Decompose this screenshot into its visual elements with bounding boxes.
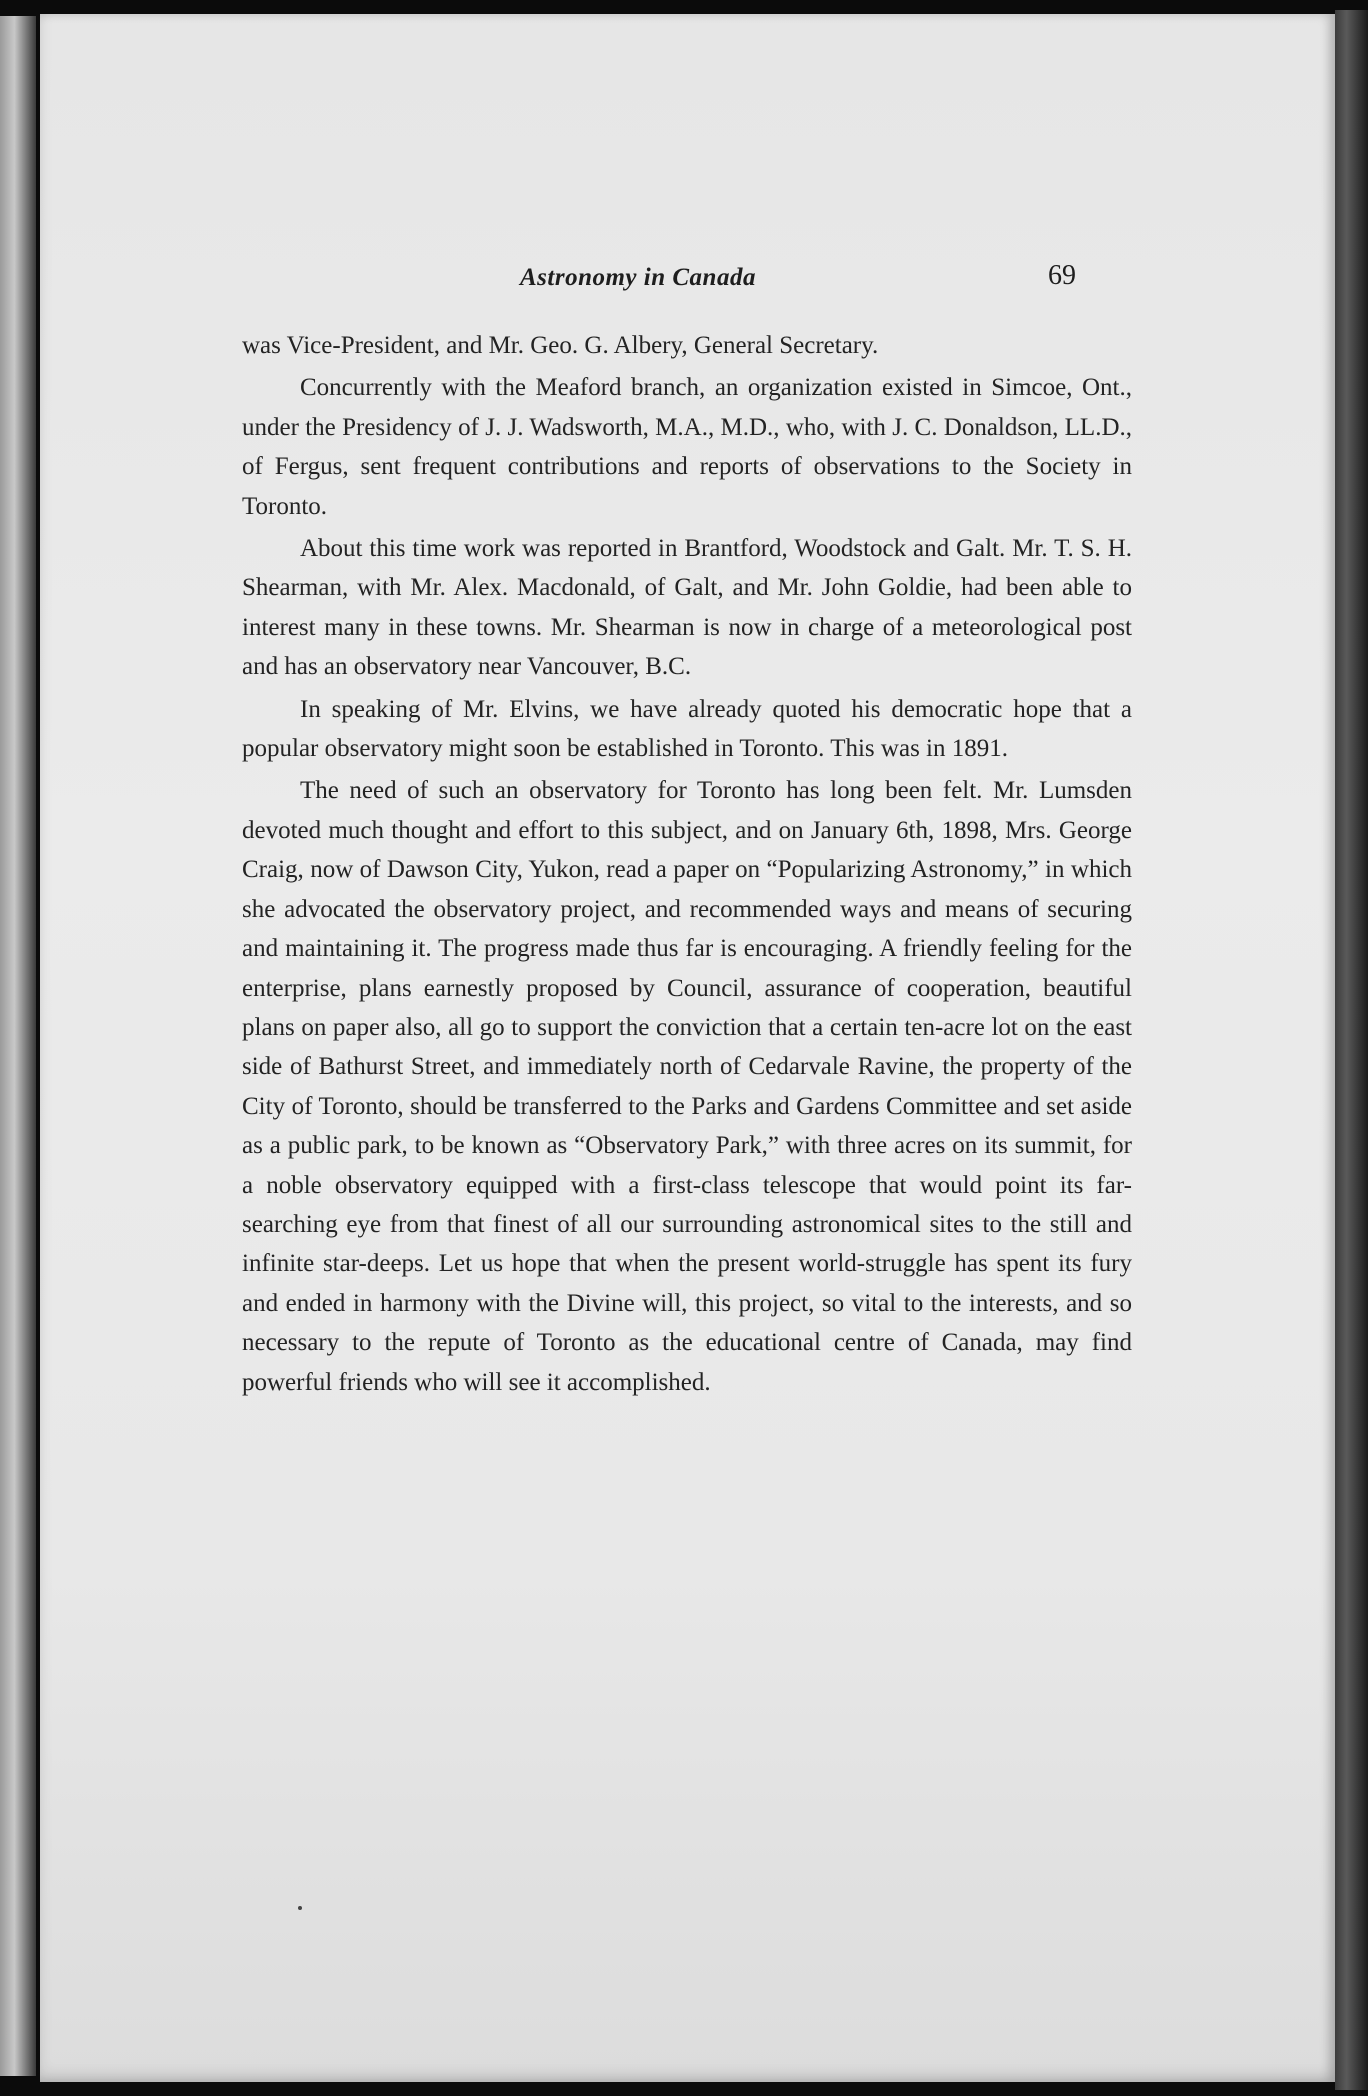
page-number: 69 bbox=[1048, 260, 1076, 291]
running-head: Astronomy in Canada bbox=[520, 264, 756, 291]
page-header bbox=[40, 258, 1335, 298]
paragraph: About this time work was reported in Brantford, Woodstock and Galt. Mr. T. S. H. Shearman, with Mr. Alex. Macdonald, of Galt, and Mr. John Goldie, had been able to interest many in these towns. Mr. Shearman is now in charge of a meteorological post and has an observatory near Vancouver, B.C. bbox=[242, 535, 1132, 681]
paragraph: The need of such an observatory for Toronto has long been felt. Mr. Lumsden devoted much thought and effort to this subject, and on January 6th, 1898, Mrs. George Craig, now of Dawson City, Yukon, read a paper on “Popularizing Astronomy,” in which she advocated the observatory project, and recommended ways and means of securing and maintaining it. The progress made thus far is encouraging. A friendly feeling for the enterprise, plans earnestly proposed by Council, assurance of cooperation, beautiful plans on paper also, all go to support the conviction that a certain ten-acre lot on the east side of Bathurst Street, and immediately north of Cedarvale Ravine, the property of the City of Toronto, should be transferred to the Parks and Gardens Committee and set aside as a public park, to be known as “Observatory Park,” with three acres on its summit, for a noble observatory equipped with a first-class telescope that would point its far-searching eye from that finest of all our surrounding astronomical sites to the still and infinite star-deeps. Let us hope that when the present world-struggle has spent its fury and ended in harmony with the Divine will, this project, so vital to the interests, and so necessary to the repute of Toronto as the educational centre of Canada, may find powerful friends who will see it accomplished. bbox=[242, 777, 1132, 1396]
book-page bbox=[40, 14, 1335, 2082]
paragraph: Concurrently with the Meaford branch, an organization existed in Simcoe, Ont., under the Presidency of J. J. Wadsworth, M.A., M.D., who, with J. C. Donaldson, LL.D., of Fergus, sent frequent contributions and reports of observations to the Society in Toronto. bbox=[242, 374, 1132, 520]
scan-speck bbox=[298, 1906, 302, 1910]
paragraph: was Vice-President, and Mr. Geo. G. Albery, General Secretary. bbox=[242, 332, 879, 359]
paragraph: In speaking of Mr. Elvins, we have already quoted his democratic hope that a popular observatory might soon be established in Toronto. This was in 1891. bbox=[242, 695, 1132, 763]
previous-page-edge bbox=[0, 16, 36, 2076]
book-spine-edge bbox=[1335, 10, 1368, 2090]
body-text bbox=[242, 326, 1132, 1405]
